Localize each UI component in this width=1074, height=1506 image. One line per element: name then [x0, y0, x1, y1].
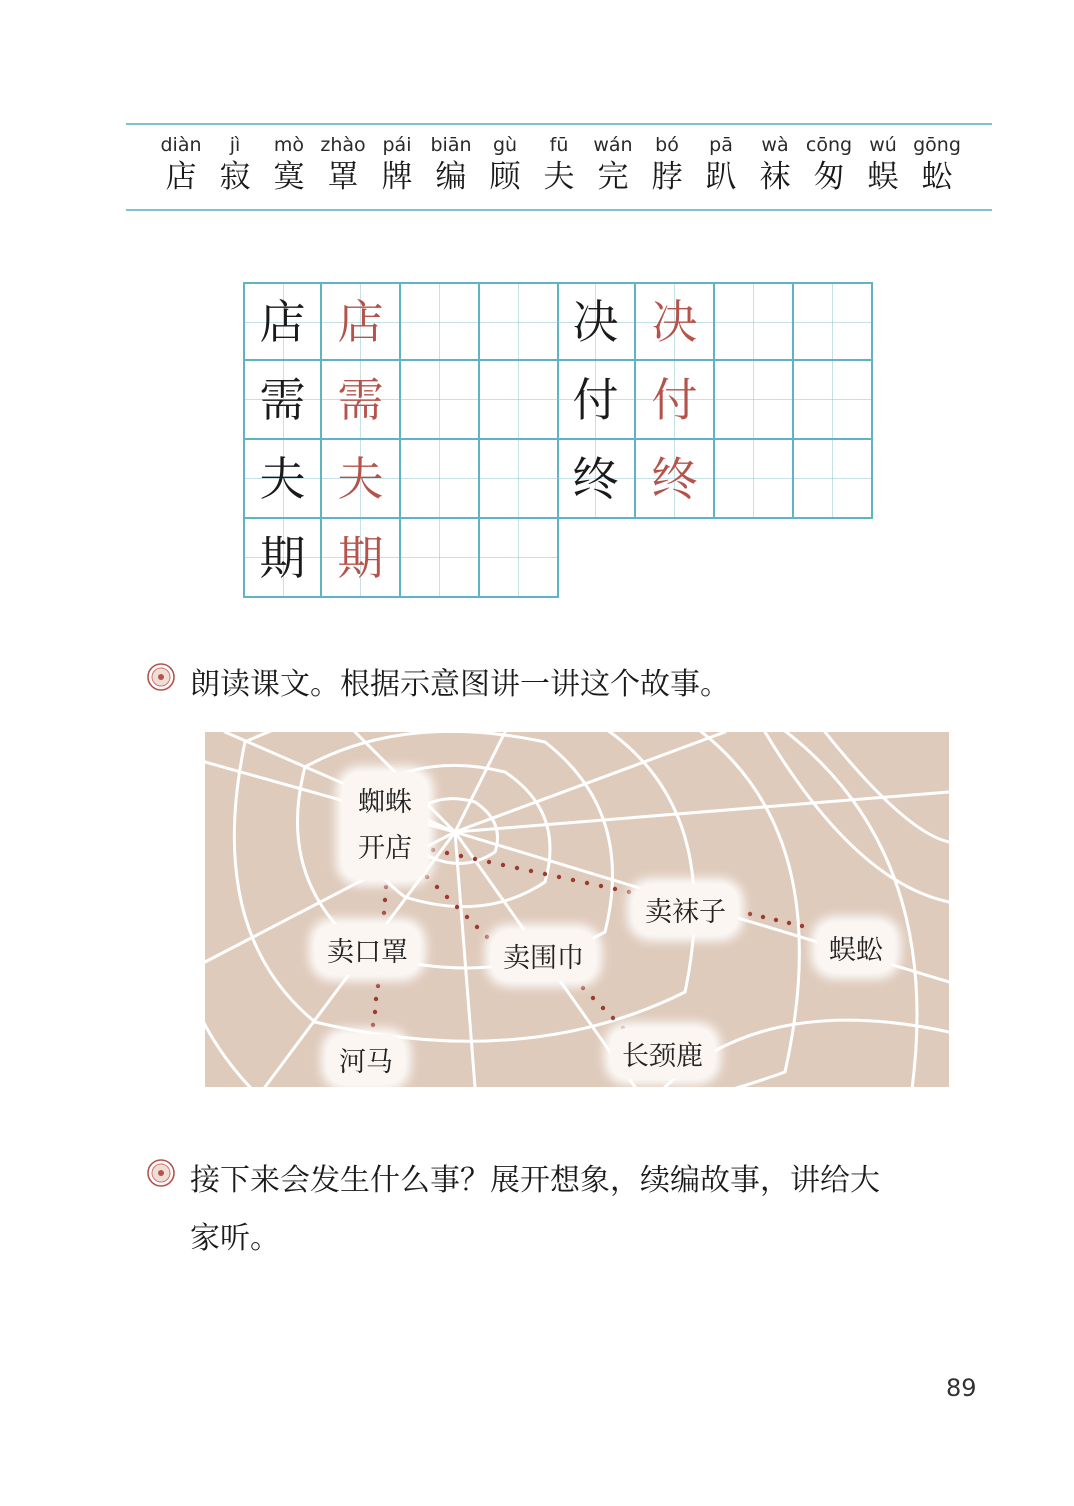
practice-box[interactable]: [715, 440, 794, 519]
bottom-rule: [126, 209, 992, 211]
task-read-aloud: [146, 656, 730, 714]
practice-box[interactable]: [715, 361, 794, 440]
top-rule: [126, 123, 992, 125]
pinyin: biān: [430, 134, 472, 156]
char-item: [316, 132, 370, 196]
practice-box[interactable]: [480, 282, 559, 361]
trace-character: 付: [636, 361, 715, 440]
hanzi: 夫: [543, 159, 575, 195]
hanzi: 顾: [489, 159, 521, 195]
trace-character: 夫: [322, 440, 401, 519]
writing-grid-right: [557, 282, 873, 519]
pinyin: jì: [229, 134, 241, 156]
node-label-line: 开店: [358, 833, 412, 864]
node-giraffe: 长颈鹿: [610, 1028, 715, 1079]
node-hippo: 河马: [327, 1034, 405, 1085]
char-item: [640, 132, 694, 196]
node-sell-masks: 卖口罩: [315, 924, 420, 975]
node-spider-opens-shop: [342, 772, 428, 880]
hanzi: 编: [435, 159, 467, 195]
task-text-block: [190, 1152, 880, 1268]
model-character: 需: [243, 361, 322, 440]
hanzi: 牌: [381, 159, 413, 195]
char-item: [586, 132, 640, 196]
task-text-line: 接下来会发生什么事？展开想象，续编故事，讲给大: [190, 1163, 880, 1198]
char-item: [424, 132, 478, 196]
practice-box[interactable]: [794, 361, 873, 440]
task-text: 朗读课文。根据示意图讲一讲这个故事。: [190, 667, 730, 702]
practice-box[interactable]: [794, 282, 873, 361]
hanzi: 脖: [651, 159, 683, 195]
spider-web-icon: [205, 732, 949, 1087]
pinyin: wú: [869, 134, 897, 156]
hanzi: 蚣: [921, 159, 953, 195]
practice-box[interactable]: [794, 440, 873, 519]
hanzi: 完: [597, 159, 629, 195]
trace-character: 决: [636, 282, 715, 361]
node-centipede: 蜈蚣: [817, 922, 895, 973]
hanzi: 袜: [759, 159, 791, 195]
practice-box[interactable]: [401, 361, 480, 440]
flower-bullet-icon: [146, 662, 176, 692]
flower-bullet-icon: [146, 1158, 176, 1188]
pinyin: gōng: [913, 134, 961, 156]
char-item: [910, 132, 964, 196]
model-character: 店: [243, 282, 322, 361]
trace-character: 店: [322, 282, 401, 361]
pinyin: diàn: [160, 134, 202, 156]
pinyin: gù: [492, 134, 518, 156]
new-characters-row: [154, 132, 964, 196]
char-item: [208, 132, 262, 196]
hanzi: 寂: [219, 159, 251, 195]
trace-character: 期: [322, 519, 401, 598]
hanzi: 趴: [705, 159, 737, 195]
char-item: [802, 132, 856, 196]
task-continue-story: [146, 1152, 880, 1268]
page-number: 89: [946, 1374, 977, 1402]
char-item: [856, 132, 910, 196]
char-item: [478, 132, 532, 196]
pinyin: mò: [273, 134, 305, 156]
node-sell-socks: 卖袜子: [633, 884, 738, 935]
pinyin: wán: [593, 134, 633, 156]
practice-box[interactable]: [401, 519, 480, 598]
practice-box[interactable]: [715, 282, 794, 361]
node-label-line: 蜘蛛: [358, 787, 412, 818]
pinyin: bó: [655, 134, 679, 156]
model-character: 终: [557, 440, 636, 519]
practice-box[interactable]: [480, 440, 559, 519]
trace-character: 终: [636, 440, 715, 519]
hanzi: 蜈: [867, 159, 899, 195]
char-item: [748, 132, 802, 196]
hanzi: 店: [165, 159, 197, 195]
writing-grid-left: [243, 282, 559, 598]
pinyin: zhào: [320, 134, 366, 156]
pinyin: pái: [382, 134, 412, 156]
trace-character: 需: [322, 361, 401, 440]
task-text-line: 家听。: [190, 1221, 280, 1256]
char-item: [370, 132, 424, 196]
char-item: [694, 132, 748, 196]
pinyin: pā: [709, 134, 733, 156]
model-character: 付: [557, 361, 636, 440]
char-item: [532, 132, 586, 196]
pinyin: wà: [761, 134, 789, 156]
model-character: 夫: [243, 440, 322, 519]
pinyin: fū: [549, 134, 569, 156]
hanzi: 寞: [273, 159, 305, 195]
practice-box[interactable]: [401, 440, 480, 519]
char-item: [262, 132, 316, 196]
practice-box[interactable]: [401, 282, 480, 361]
story-diagram: [205, 732, 949, 1087]
model-character: 期: [243, 519, 322, 598]
hanzi: 匆: [813, 159, 845, 195]
model-character: 决: [557, 282, 636, 361]
practice-box[interactable]: [480, 519, 559, 598]
char-item: [154, 132, 208, 196]
practice-box[interactable]: [480, 361, 559, 440]
pinyin: cōng: [805, 134, 853, 156]
hanzi: 罩: [327, 159, 359, 195]
node-sell-scarves: 卖围巾: [491, 930, 596, 981]
